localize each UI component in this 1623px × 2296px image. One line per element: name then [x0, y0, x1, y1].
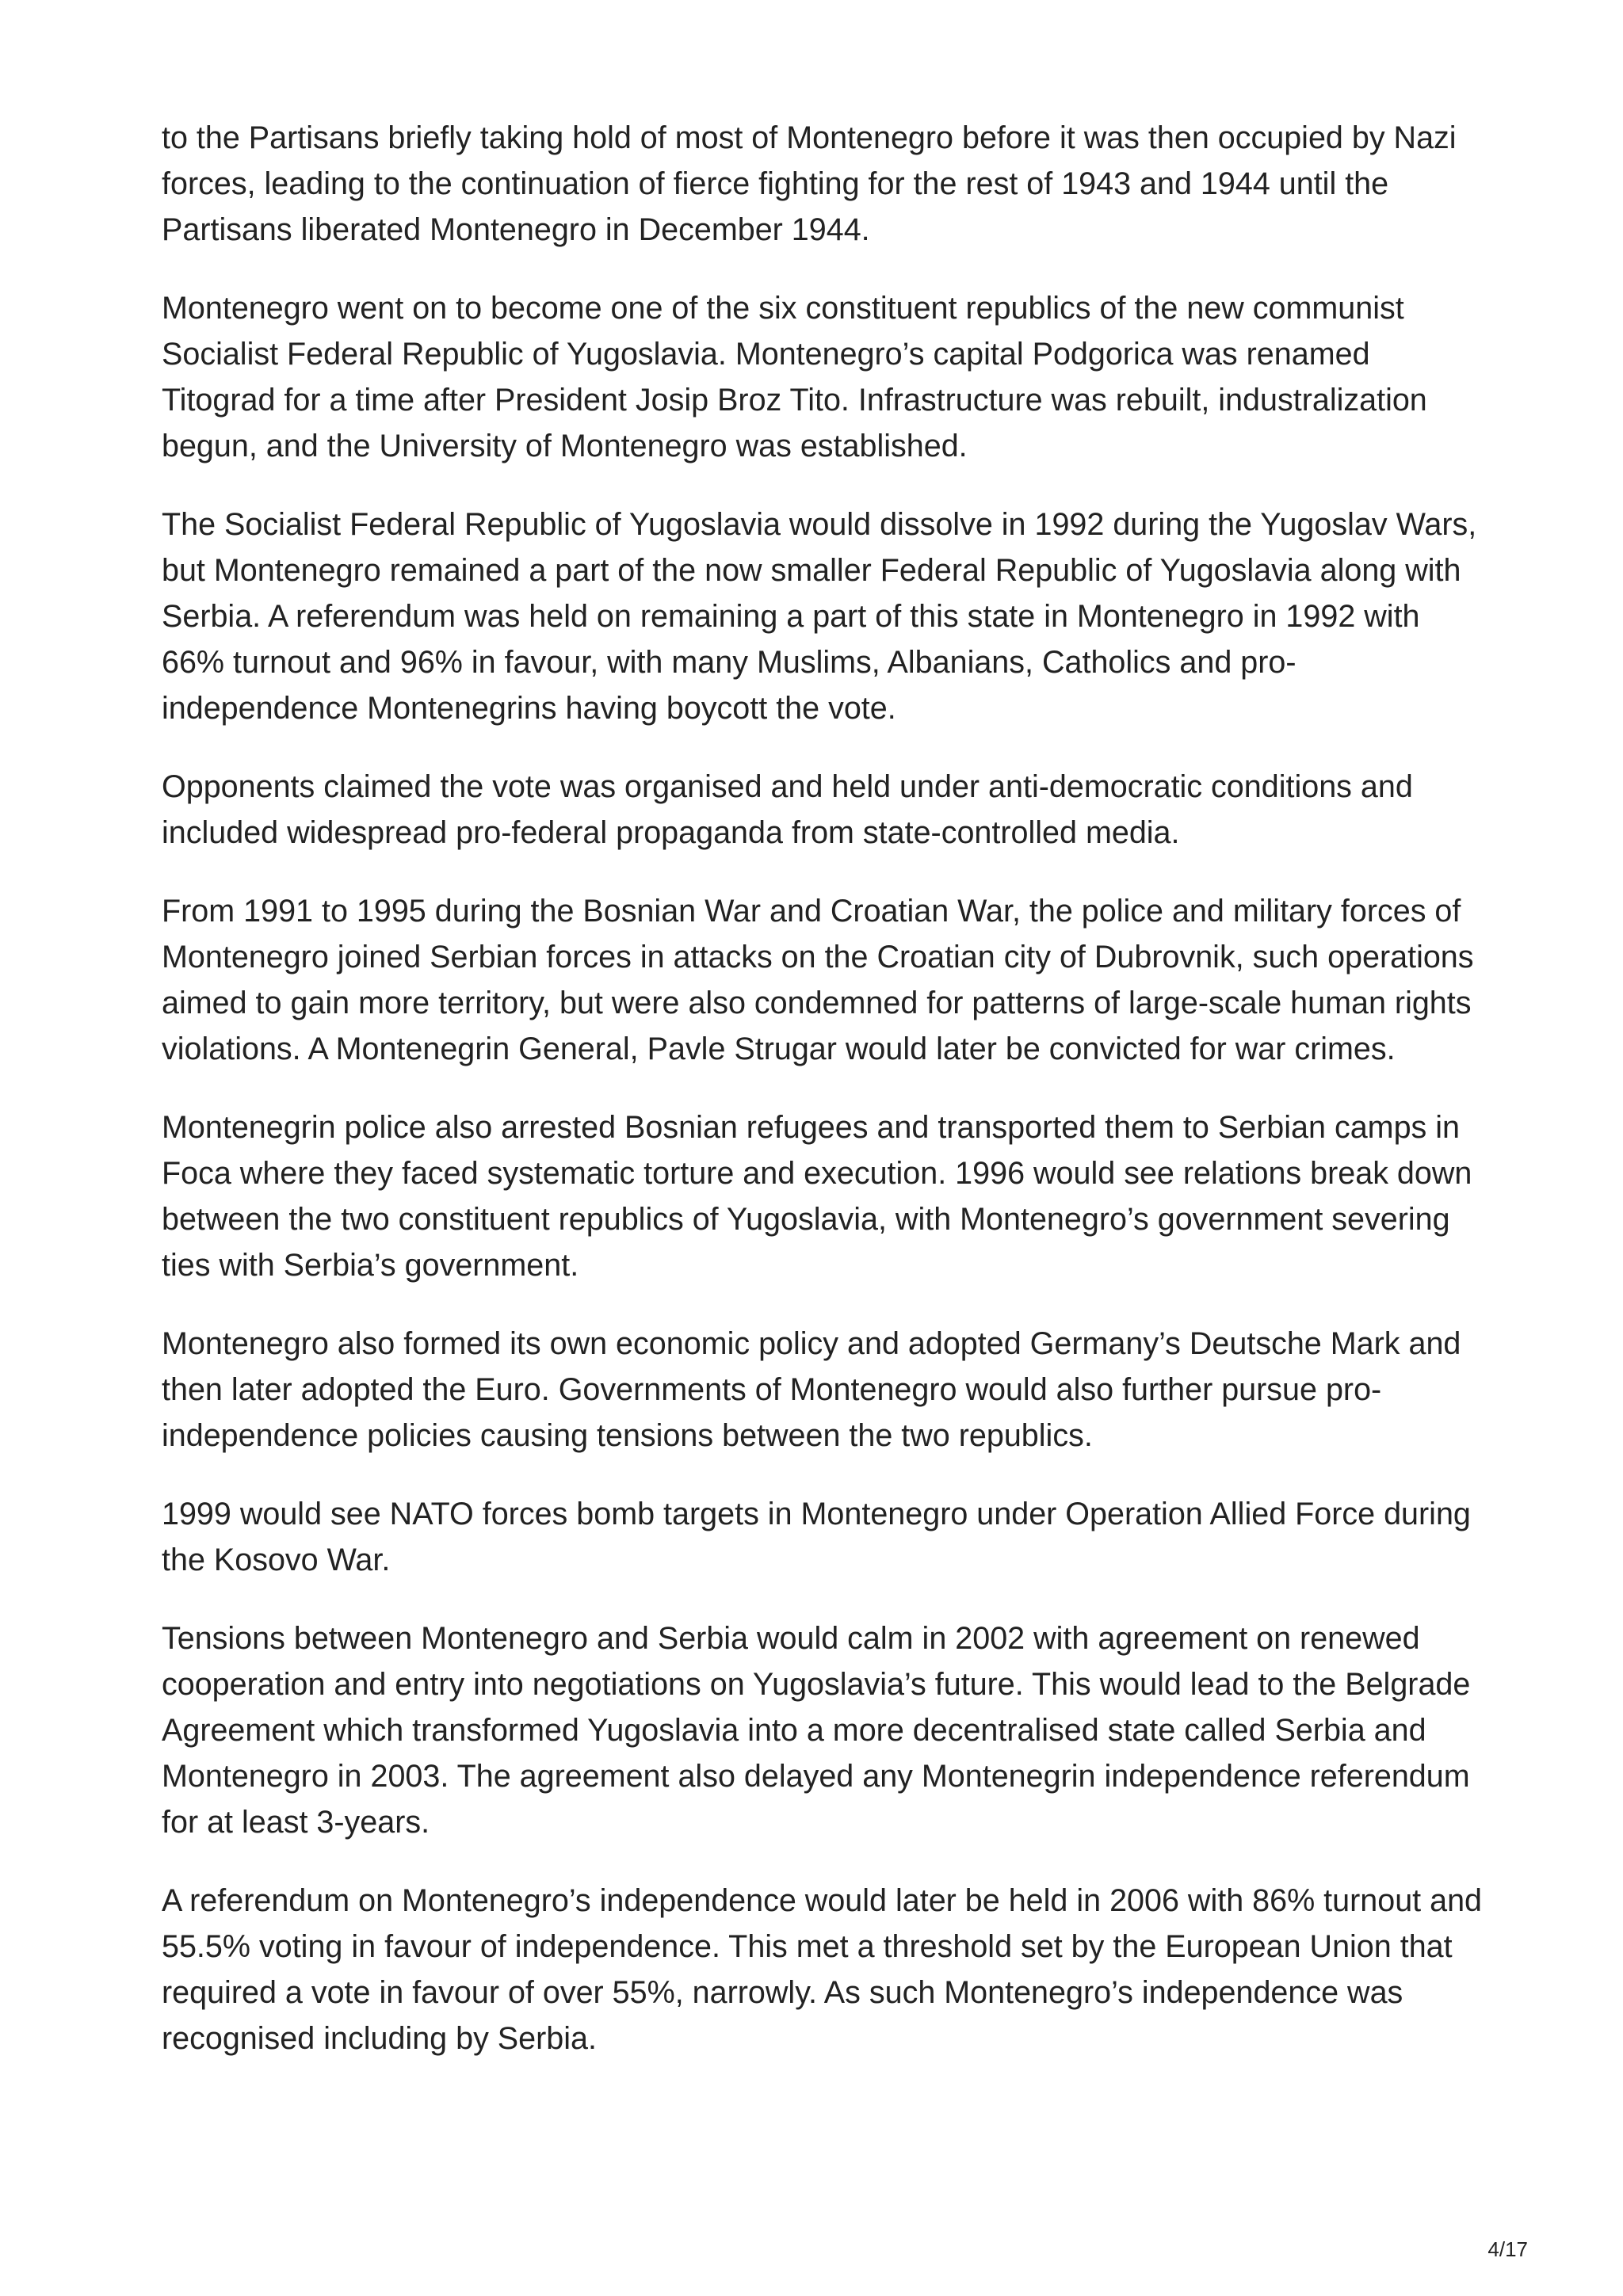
paragraph-4: Opponents claimed the vote was organised and held under anti-democratic conditions and included widespread pro-federal propaganda from state-controlled media.: [162, 769, 1413, 850]
paragraph-7: Montenegro also formed its own economic policy and adopted Germany’s Deutsche Mark and then later adopted the Euro. Governments of Montenegro would also further pursue pro-independence policies causing tensions between the two republics.: [162, 1326, 1461, 1453]
paragraph-10: A referendum on Montenegro’s independence would later be held in 2006 with 86% turnout and 55.5% voting in favour of independence. This met a threshold set by the European Union that required a vote in favour of over 55%, narrowly. As such Montenegro’s independence was recognised including by Serbia.: [162, 1883, 1483, 2056]
paragraph-9: Tensions between Montenegro and Serbia would calm in 2002 with agreement on renewed cooperation and entry into negotiations on Yugoslavia’s future. This would lead to the Belgrade Agreement which transformed Yugoslavia into a more decentralised state called Serbia and Montenegro in 2003. The agreement also delayed any Montenegrin independence referendum for at least 3-years.: [162, 1621, 1471, 1840]
paragraph-8: 1999 would see NATO forces bomb targets in Montenegro under Operation Allied Force during the Kosovo War.: [162, 1497, 1471, 1577]
paragraph-3: The Socialist Federal Republic of Yugoslavia would dissolve in 1992 during the Yugoslav Wars, but Montenegro remained a part of the now smaller Federal Republic of Yugoslavia along with Serbia. A referendum was held on remaining a part of this state in Montenegro in 1992 with 66% turnout and 96% in favour, with many Muslims, Albanians, Catholics and pro-independence Montenegrins having boycott the vote.: [162, 507, 1477, 726]
paragraph-1: to the Partisans briefly taking hold of most of Montenegro before it was then occupied by Nazi forces, leading to the continuation of fierce fighting for the rest of 1943 and 1944 until the Partisans liberated Montenegro in December 1944.: [162, 120, 1457, 247]
page-number: 4/17: [1487, 2237, 1528, 2261]
paragraph-5: From 1991 to 1995 during the Bosnian War and Croatian War, the police and military forces of Montenegro joined Serbian forces in attacks on the Croatian city of Dubrovnik, such operations aimed to gain more territory, but were also condemned for patterns of large-scale human rights violations. A Montenegrin General, Pavle Strugar would later be convicted for war crimes.: [162, 894, 1474, 1066]
article-body: [162, 115, 1489, 2094]
paragraph-2: Montenegro went on to become one of the six constituent republics of the new communist Socialist Federal Republic of Yugoslavia. Montenegro’s capital Podgorica was renamed Titograd for a time after President Josip Broz Tito. Infrastructure was rebuilt, industralization begun, and the University of Montenegro was established.: [162, 291, 1427, 463]
paragraph-6: Montenegrin police also arrested Bosnian refugees and transported them to Serbian camps in Foca where they faced systematic torture and execution. 1996 would see relations break down between the two constituent republics of Yugoslavia, with Montenegro’s government severing ties with Serbia’s government.: [162, 1110, 1472, 1283]
